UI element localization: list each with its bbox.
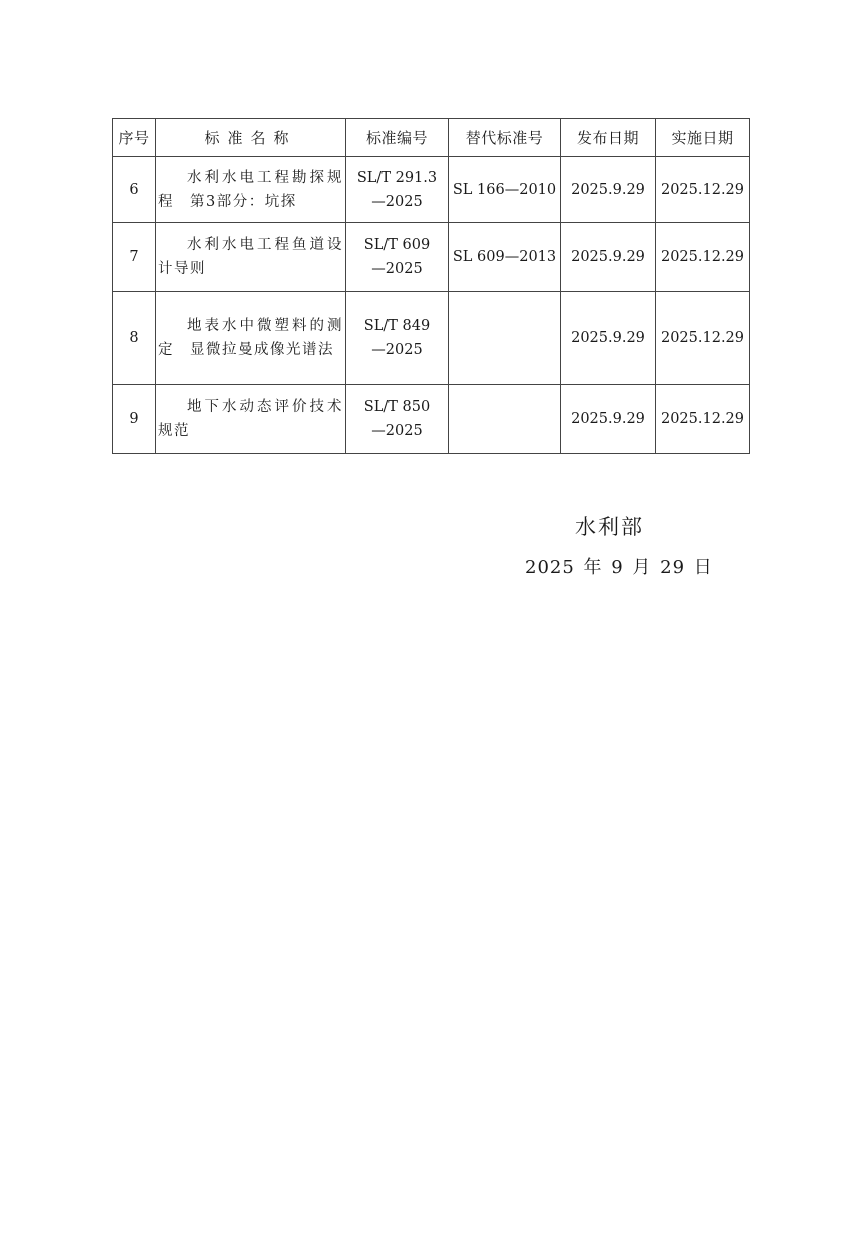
code-year: —2025 — [371, 342, 423, 358]
row-standard-name: 地下水动态评价技术规范 — [156, 385, 346, 454]
table-row — [113, 292, 750, 385]
row-standard-name: 水利水电工程勘探规程 第3部分：坑探 — [156, 157, 346, 223]
code-year: —2025 — [371, 193, 423, 210]
header-name: 标准名称 — [156, 119, 346, 157]
issuer-name: 水利部 — [575, 515, 644, 539]
row-standard-code — [346, 223, 449, 292]
row-seq: 7 — [113, 223, 156, 292]
row-seq: 9 — [113, 385, 156, 454]
row-seq: 6 — [113, 157, 156, 223]
table-row — [113, 385, 750, 454]
row-standard-code — [346, 385, 449, 454]
code-number: SL/T 850 — [363, 399, 431, 415]
code-year: —2025 — [371, 423, 423, 439]
row-implement-date: 2025.12.29 — [656, 223, 750, 292]
table-row — [113, 223, 750, 292]
code-number: SL/T 291.3 — [356, 169, 438, 186]
row-standard-name: 水利水电工程鱼道设计导则 — [156, 223, 346, 292]
code-year: —2025 — [371, 261, 423, 277]
table-header-row — [113, 119, 750, 157]
header-seq: 序号 — [113, 119, 156, 157]
issue-date: 2025 年 9 月 29 日 — [525, 557, 713, 578]
row-publish-date: 2025.9.29 — [561, 223, 656, 292]
row-seq: 8 — [113, 292, 156, 385]
standards-table — [112, 118, 750, 454]
header-code: 标准编号 — [346, 119, 449, 157]
code-number: SL/T 849 — [363, 318, 431, 334]
row-publish-date: 2025.9.29 — [561, 385, 656, 454]
code-number: SL/T 609 — [363, 237, 431, 253]
row-implement-date: 2025.12.29 — [656, 385, 750, 454]
row-standard-code — [346, 157, 449, 223]
row-implement-date: 2025.12.29 — [656, 157, 750, 223]
row-publish-date: 2025.9.29 — [561, 292, 656, 385]
row-publish-date: 2025.9.29 — [561, 157, 656, 223]
row-replaced-code: SL 609—2013 — [449, 223, 561, 292]
header-replaced: 替代标准号 — [449, 119, 561, 157]
row-implement-date: 2025.12.29 — [656, 292, 750, 385]
row-replaced-code — [449, 292, 561, 385]
row-standard-code — [346, 292, 449, 385]
row-standard-name: 地表水中微塑料的测定 显微拉曼成像光谱法 — [156, 292, 346, 385]
row-replaced-code — [449, 385, 561, 454]
header-implement-date: 实施日期 — [656, 119, 750, 157]
row-replaced-code: SL 166—2010 — [449, 157, 561, 223]
table-row — [113, 157, 750, 223]
header-publish-date: 发布日期 — [561, 119, 656, 157]
